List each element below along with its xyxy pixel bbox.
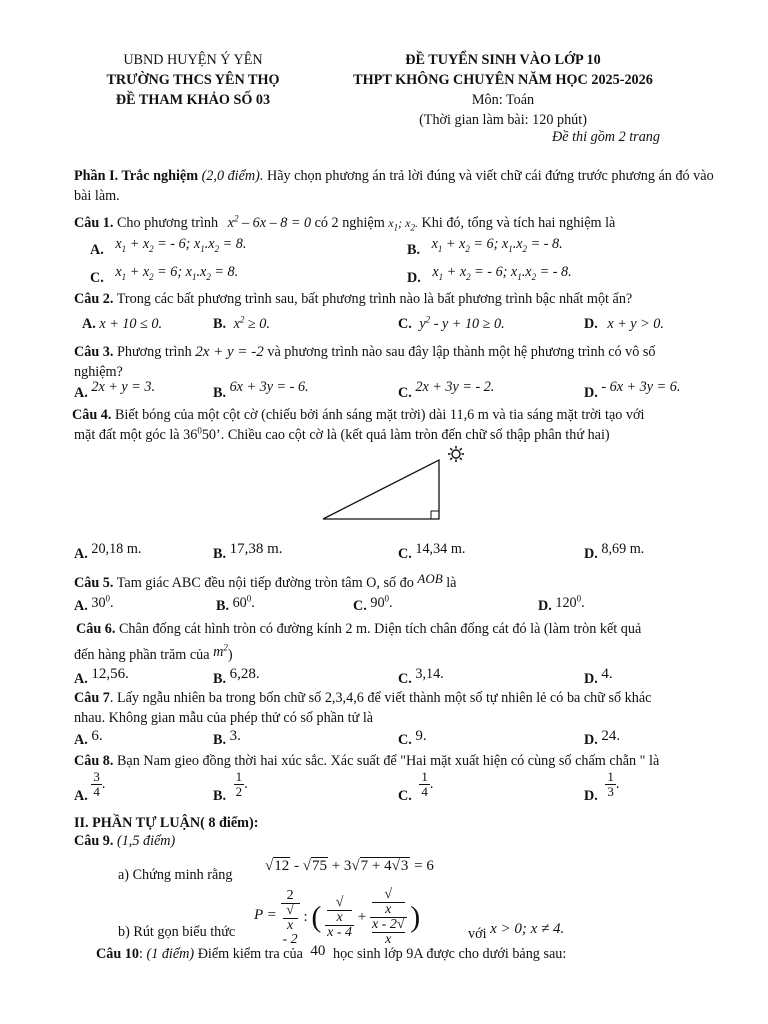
q1-option-c-label: C.: [90, 270, 104, 286]
q8-option-a-fraction: [91, 770, 102, 799]
q1-option-d-answer: $x_1 + x_2$ = - 6; $x_1.x_2$ = - 8.: [432, 264, 572, 282]
q7-option-d[interactable]: [584, 728, 621, 749]
question-10: Câu 10: (1 điểm) Điểm kiểm tra của 40 học sinh lớp 9A được cho dưới bảng sau:: [96, 943, 567, 962]
q2-option-a[interactable]: [82, 316, 162, 333]
q6-text-1: Chân đống cát hình tròn có đường kính 2 m. Diện tích chân đống cát đó là (làm tròn kết quả: [118, 621, 642, 637]
exam-subject: Môn: Toán: [471, 92, 535, 108]
q4-option-d-label: D.: [584, 546, 598, 562]
q3-label: Câu 3.: [74, 344, 114, 360]
q5-option-a[interactable]: [74, 593, 114, 615]
q2-option-a-label: A.: [82, 316, 96, 332]
q4-option-b-label: B.: [213, 546, 227, 562]
q5-option-b-answer: $60^0$.: [232, 593, 255, 611]
q1-option-a-label: A.: [90, 242, 104, 258]
q8-option-d-label: D.: [584, 787, 598, 804]
q8-option-d-numerator: 1: [607, 769, 614, 784]
header-left: [88, 50, 298, 110]
q6-option-a[interactable]: [74, 666, 129, 688]
part1-instruction: Hãy chọn phương án trả lời đúng và viết chữ cái đứng trước phương án đó vào bài làm.: [74, 168, 714, 204]
q4-option-c-label: C.: [398, 546, 412, 562]
q6-unit: $m^2$: [213, 642, 228, 660]
exam-pages: Đề thi gồm 2 trang: [552, 129, 660, 145]
right-angle-mark: [431, 511, 439, 519]
q5-option-a-answer: $30^0$.: [91, 593, 114, 611]
q2-option-a-answer: x + 10 ≤ 0.: [99, 316, 163, 332]
q9b-condition-prefix: với: [468, 926, 487, 942]
q4-option-a-label: A.: [74, 546, 88, 562]
q3-option-c[interactable]: [398, 379, 495, 402]
q7-option-d-answer: 24.: [601, 728, 621, 744]
header-right: [318, 50, 688, 130]
q8-option-a-denominator: 4: [93, 784, 100, 799]
q3-option-b-label: B.: [213, 385, 227, 401]
q2-option-c-label: C.: [398, 316, 412, 332]
q8-option-c-label: C.: [398, 787, 412, 804]
q8-option-b-denominator: 2: [235, 784, 243, 799]
q6-option-b-answer: 6,28.: [229, 666, 260, 682]
q6-option-c-label: C.: [398, 671, 412, 687]
q4-text-2a: mặt đất một góc là 36: [74, 427, 198, 443]
q1-text-b: có 2 nghiệm: [314, 215, 385, 231]
q5-option-d-value: 120: [555, 595, 577, 611]
q3-option-a-label: A.: [74, 385, 88, 401]
sun-icon: [448, 446, 464, 462]
q5-option-b-label: B.: [216, 598, 230, 614]
part1-title: Phần I. Trắc nghiệm: [74, 168, 199, 184]
q7-option-b-label: B.: [213, 732, 227, 748]
q6-option-c-answer: 3,14.: [415, 666, 444, 682]
q4-text-2b: 50’. Chiều cao cột cờ là (kết quả làm tròn đến chữ số thập phân thứ hai): [201, 427, 610, 443]
q3-option-c-label: C.: [398, 385, 412, 401]
q4-option-c[interactable]: [398, 541, 466, 563]
q5-option-d-label: D.: [538, 598, 552, 614]
q8-option-c-denominator: 4: [421, 784, 428, 799]
q5-option-c-value: 90: [370, 595, 385, 611]
q3-option-a-answer: 2x + y = 3.: [91, 379, 156, 395]
q2-option-d[interactable]: [584, 316, 664, 333]
q7-option-b-answer: 3.: [229, 728, 241, 744]
q3-option-a[interactable]: [74, 379, 156, 402]
q6-option-a-label: A.: [74, 671, 88, 687]
q1-text-c: Khi đó, tổng và tích hai nghiệm là: [421, 215, 616, 231]
q4-option-a-answer: 20,18 m.: [91, 541, 142, 557]
q8-option-b-numerator: 1: [235, 769, 243, 784]
q2-option-c[interactable]: [398, 316, 505, 333]
q10-label: Câu 10: [96, 946, 139, 962]
q4-label: Câu 4.: [72, 407, 112, 423]
exam-time: (Thời gian làm bài: 120 phút): [419, 112, 587, 128]
q8-option-c[interactable]: C. $\frac{1}{4}$ .: [398, 769, 434, 804]
q6-option-b-label: B.: [213, 671, 227, 687]
q7-label: Câu 7: [74, 690, 110, 706]
q3-option-b-answer: 6x + 3y = - 6.: [229, 379, 309, 395]
q9a-expression: √12 - √75 + 3√7 + 4√3 = 6: [265, 858, 434, 874]
q9b-condition: [468, 921, 565, 943]
q4-degree: 0: [197, 425, 202, 436]
q6-text-2: đến hàng phần trăm của: [74, 647, 210, 663]
q8-option-b-fraction: [234, 770, 245, 799]
question-4: [72, 405, 712, 425]
q3-option-d[interactable]: [584, 379, 681, 402]
q5-angle-aob: AOB: [417, 571, 443, 586]
q7-option-c-answer: 9.: [415, 728, 427, 744]
q7-option-a-answer: 6.: [91, 728, 103, 744]
q7-option-d-label: D.: [584, 732, 598, 748]
q7-text-line2: nhau. Không gian mẫu của phép thử có số phần tử là: [74, 710, 374, 726]
q1-label: Câu 1.: [74, 215, 114, 231]
q1-option-c-answer: $x_1 + x_2 = 6$; $x_1.x_2 = 8$.: [115, 264, 239, 282]
part2-title: II. PHẦN TỰ LUẬN( 8 điểm):: [74, 815, 259, 831]
q5-label: Câu 5.: [74, 575, 114, 591]
question-8: [74, 751, 714, 771]
q9a-text: a) Chứng minh rằng: [118, 867, 233, 883]
question-7: [74, 688, 714, 708]
q10-text-b: học sinh lớp 9A được cho dưới bảng sau:: [332, 946, 567, 962]
q2-label: Câu 2.: [74, 291, 114, 307]
q4-option-d[interactable]: [584, 541, 645, 563]
q8-option-a-label: A.: [74, 787, 88, 804]
q7-option-a-label: A.: [74, 732, 88, 748]
question-3: [74, 342, 714, 362]
q1-option-b-answer: $x_1 + x_2 = 6$; $x_1.x_2$ = - 8.: [431, 236, 563, 254]
q8-option-c-fraction: [419, 770, 430, 799]
q5-option-b-value: 60: [232, 595, 247, 611]
q8-option-c-numerator: 1: [421, 769, 428, 784]
q5-option-b[interactable]: [216, 593, 255, 615]
q7-option-c[interactable]: [398, 728, 427, 749]
q1-roots: $x_1$; $x_2$.: [388, 216, 418, 233]
q6-label: Câu 6.: [76, 621, 116, 637]
question-2: [74, 289, 714, 309]
q9-label: Câu 9.: [74, 833, 114, 849]
part1-points: (2,0 điểm).: [201, 168, 264, 184]
q5-option-a-value: 30: [91, 595, 106, 611]
q2-option-b-answer: $x^2 \ge 0$.: [233, 314, 270, 332]
q4-text-1: Biết bóng của một cột cờ (chiếu bởi ánh sáng mặt trời) dài 11,6 m và tia sáng mặt trời tạo với: [114, 407, 645, 423]
q4-option-d-answer: 8,69 m.: [601, 541, 645, 557]
q5-option-c-label: C.: [353, 598, 367, 614]
question-6: [76, 619, 716, 639]
q8-option-a-numerator: 3: [93, 769, 100, 784]
q8-option-a[interactable]: A. $\frac{3}{4}$ .: [74, 769, 106, 804]
question-1: [74, 213, 714, 233]
q6-option-c[interactable]: [398, 666, 444, 688]
school-name: TRƯỜNG THCS YÊN THỌ: [106, 72, 280, 88]
q4-option-c-answer: 14,34 m.: [415, 541, 466, 557]
exam-title: ĐỀ TUYỂN SINH VÀO LỚP 10: [405, 52, 601, 68]
q2-text: Trong các bất phương trình sau, bất phương trình nào là bất phương trình bậc nhất một ẩn?: [116, 291, 633, 307]
q6-option-b[interactable]: [213, 666, 260, 688]
q7-option-b[interactable]: [213, 728, 241, 749]
q8-option-d-fraction: [605, 770, 616, 799]
q2-option-c-answer: $y^2 - y + 10 \ge 0$.: [419, 314, 505, 332]
exam-subtitle: THPT KHÔNG CHUYÊN NĂM HỌC 2025-2026: [353, 72, 653, 88]
q1-option-b[interactable]: [407, 236, 563, 259]
q1-option-a-answer: $x_1 + x_2$ = - 6; $x_1.x_2 = 8$.: [115, 236, 247, 254]
q9b-text: b) Rút gọn biểu thức: [118, 924, 236, 940]
q8-option-d[interactable]: D. $\frac{1}{3}$ .: [584, 769, 620, 804]
q1-option-d[interactable]: [407, 264, 572, 287]
q2-option-b[interactable]: [213, 316, 270, 333]
q5-text-a: Tam giác ABC đều nội tiếp đường tròn tâm O, số đo: [116, 575, 414, 591]
q1-equation: $x^2 - 6x - 8 = 0$: [227, 213, 312, 231]
q6-option-d-answer: 4.: [601, 666, 613, 682]
q5-option-c[interactable]: [353, 593, 393, 615]
q8-label: Câu 8.: [74, 753, 114, 769]
q3-option-b[interactable]: [213, 379, 309, 402]
q6-text-line2: đến hàng phần trăm của $m^2$): [74, 642, 233, 663]
q9b-condition-expression: x > 0; x ≠ 4.: [490, 921, 565, 937]
q5-option-d-answer: $120^0$.: [555, 593, 585, 611]
q8-option-b[interactable]: B. $\frac{1}{2}$ .: [213, 769, 248, 804]
q4-option-b[interactable]: [213, 541, 283, 563]
q7-text-1: . Lấy ngẫu nhiên ba trong bốn chữ số 2,3,4,6 để viết thành một số tự nhiên lẻ có ba chữ số khác: [109, 690, 652, 706]
q3-text-b: và phương trình nào sau đây lập thành một hệ phương trình có vô số: [267, 344, 656, 360]
q10-points: (1 điểm): [146, 946, 195, 962]
q3-option-d-answer: - 6x + 3y = 6.: [601, 379, 681, 395]
q5-option-c-answer: $90^0$.: [370, 593, 393, 611]
question-9: [74, 833, 175, 850]
q3-equation: 2x + y = -2: [195, 344, 264, 360]
district-name: UBND HUYỆN Ý YÊN: [123, 52, 263, 68]
q9-points: (1,5 điểm): [116, 833, 176, 849]
q9b-expression: P = 2 √ x - 2 : ( √ x x - 4 + √ x x - 2√ x ): [254, 887, 421, 947]
q6-option-a-answer: 12,56.: [91, 666, 129, 682]
q7-option-c-label: C.: [398, 732, 412, 748]
q6-option-d-label: D.: [584, 671, 598, 687]
q8-option-d-denominator: 3: [607, 784, 614, 799]
q4-option-b-answer: 17,38 m.: [229, 541, 283, 557]
q3-option-d-label: D.: [584, 385, 598, 401]
part1-heading: [74, 166, 714, 206]
q4-option-a[interactable]: [74, 541, 142, 563]
q1-option-d-label: D.: [407, 270, 421, 286]
q1-option-c[interactable]: [90, 264, 239, 287]
q2-option-b-label: B.: [213, 316, 227, 332]
question-5: [74, 573, 714, 593]
q7-option-a[interactable]: [74, 728, 103, 749]
q2-option-d-label: D.: [584, 316, 598, 332]
q4-figure: [318, 442, 478, 524]
q5-text-b: là: [446, 575, 457, 591]
q1-text-a: Cho phương trình: [116, 215, 219, 231]
exam-code: ĐỀ THAM KHẢO SỐ 03: [115, 92, 271, 108]
q3-option-c-answer: 2x + 3y = - 2.: [415, 379, 495, 395]
q6-option-d[interactable]: [584, 666, 613, 688]
q10-number: 40: [310, 943, 326, 959]
q1-option-b-label: B.: [407, 242, 421, 258]
q5-option-a-label: A.: [74, 598, 88, 614]
q8-text: Bạn Nam gieo đồng thời hai xúc sắc. Xác suất để "Hai mặt xuất hiện có cùng số chấm chẵn " là: [116, 753, 660, 769]
q3-text-a: Phương trình: [116, 344, 192, 360]
flagpole-triangle: [323, 460, 439, 519]
q2-option-d-answer: x + y > 0.: [607, 316, 664, 332]
q3-text-line2: nghiệm?: [74, 364, 123, 380]
q5-option-d[interactable]: [538, 593, 585, 615]
q1-option-a[interactable]: [90, 236, 247, 259]
q8-option-b-label: B.: [213, 787, 227, 804]
q10-text-a: Điểm kiểm tra của: [197, 946, 303, 962]
